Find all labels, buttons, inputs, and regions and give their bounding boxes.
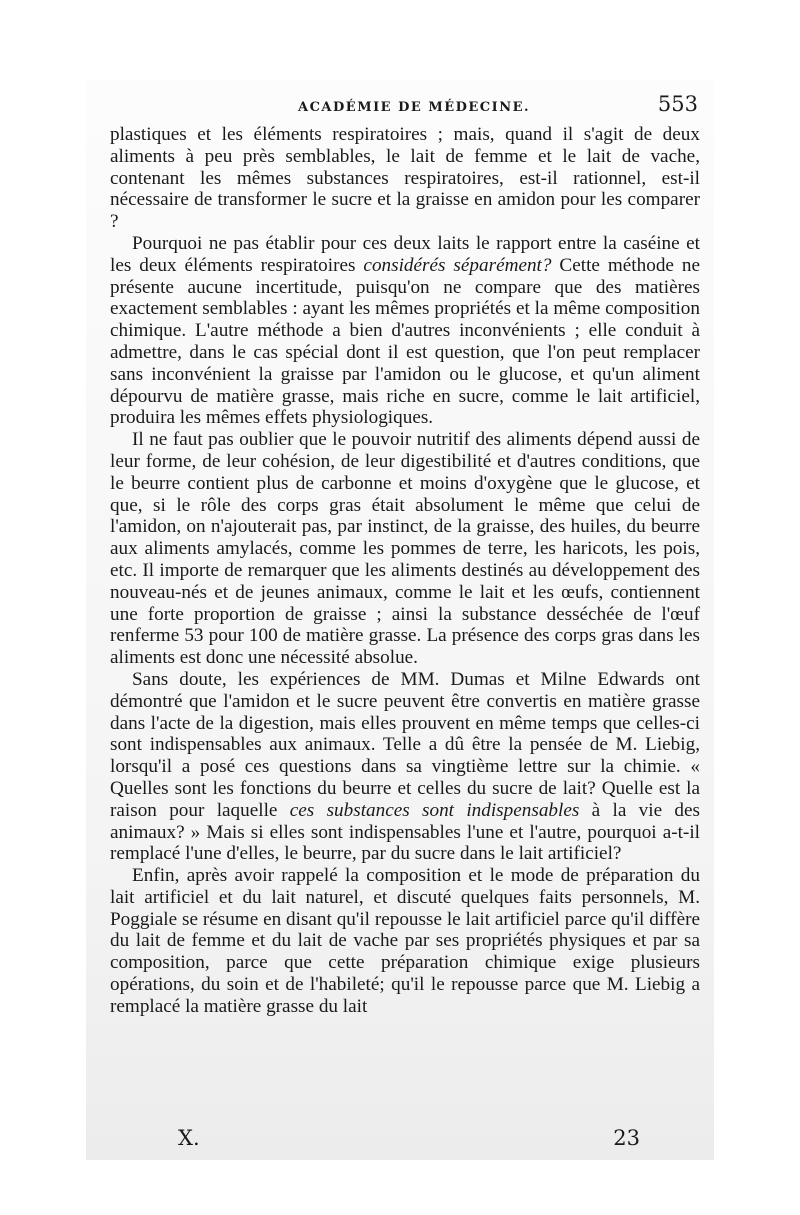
page-header <box>110 92 700 122</box>
paragraph <box>110 233 700 429</box>
paragraph <box>110 124 700 233</box>
italic-text-run: ces substances sont indispensables <box>289 799 580 821</box>
paragraph <box>110 865 700 1018</box>
page-number: 553 <box>657 92 698 116</box>
text-run: Cette méthode ne présente aucune incertitude, puisqu'on ne compare que des matières exactement semblables : ayant les mêmes propriétés et la même composition chimique. L'autre méthode a bien d'autres inconvénients ; elle conduit à admettre, dans le cas spécial dont il est question, que l'on peut remplacer sans inconvénient la graisse par l'amidon ou le glucose, et qu'un aliment dépourvu de matière grasse, mais riche en sucre, comme le lait artificiel, produira les mêmes effets physiologiques. <box>110 254 700 429</box>
signature-mark: X. <box>178 1126 200 1150</box>
text-run: plastiques et les éléments respiratoires ; mais, quand il s'agit de deux aliments à peu près semblables, le lait de femme et le lait de vache, contenant les mêmes substances respiratoires, est-il rationnel, est-il nécessaire de transformer le sucre et la graisse en amidon pour les comparer ? <box>110 124 700 233</box>
text-run: Pourquoi ne pas établir pour ces deux laits le rapport entre la caséine et les deux éléments respiratoires <box>110 232 700 276</box>
text-run: Enfin, après avoir rappelé la composition et le mode de préparation du lait artificiel et du lait naturel, et discuté quelques faits personnels, M. Poggiale se résume en disant qu'il repousse le lait artificiel parce qu'il diffère du lait de femme et du lait de vache par ses propriétés physiques et par sa composition, parce que cette préparation chimique exige plusieurs opérations, du soin et de l'habileté; qu'il le repousse parce que M. Liebig a remplacé la matière grasse du lait <box>110 865 700 1017</box>
italic-text-run: considérés séparément? <box>363 254 552 276</box>
page-footer <box>110 1126 700 1154</box>
running-head: ACADÉMIE DE MÉDECINE. <box>298 100 531 115</box>
paragraph <box>110 669 700 865</box>
text-run: Il ne faut pas oublier que le pouvoir nutritif des aliments dépend aussi de leur forme, de leur cohésion, de leur digestibilité et d'autres conditions, que le beurre contient plus de carbonne et moins d'oxygène que le glucose, et que, si le rôle des corps gras était absolument le même que celui de l'amidon, on n'ajouterait pas, par instinct, de la graisse, des huiles, du beurre aux aliments amylacés, comme les pommes de terre, les haricots, les pois, etc. Il importe de remarquer que les aliments destinés au développement des nouveau-nés et de jeunes animaux, comme le lait et les œufs, contiennent une forte proportion de graisse ; ainsi la substance desséchée de l'œuf renferme 53 pour 100 de matière grasse. La présence des corps gras dans les aliments est donc une nécessité absolue. <box>110 429 700 669</box>
body-text <box>110 124 700 1018</box>
sheet-number: 23 <box>613 1126 640 1150</box>
paragraph <box>110 429 700 669</box>
text-run: Sans doute, les expériences de MM. Dumas et Milne Edwards ont démontré que l'amidon et le sucre peuvent être convertis en matière grasse dans l'acte de la digestion, mais elles prouvent en même temps que celles-ci sont indispensables aux animaux. Telle a dû être la pensée de M. Liebig, lorsqu'il a posé ces questions dans sa vingtième lettre sur la chimie. « Quelles sont les fonctions du beurre et celles du sucre de lait? Quelle est la raison pour laquelle <box>110 668 700 821</box>
text-run: à la vie des animaux? » Mais si elles sont indispensables l'une et l'autre, pourquoi a-t-il remplacé l'une d'elles, le beurre, par du sucre dans le lait artificiel? <box>110 799 700 865</box>
